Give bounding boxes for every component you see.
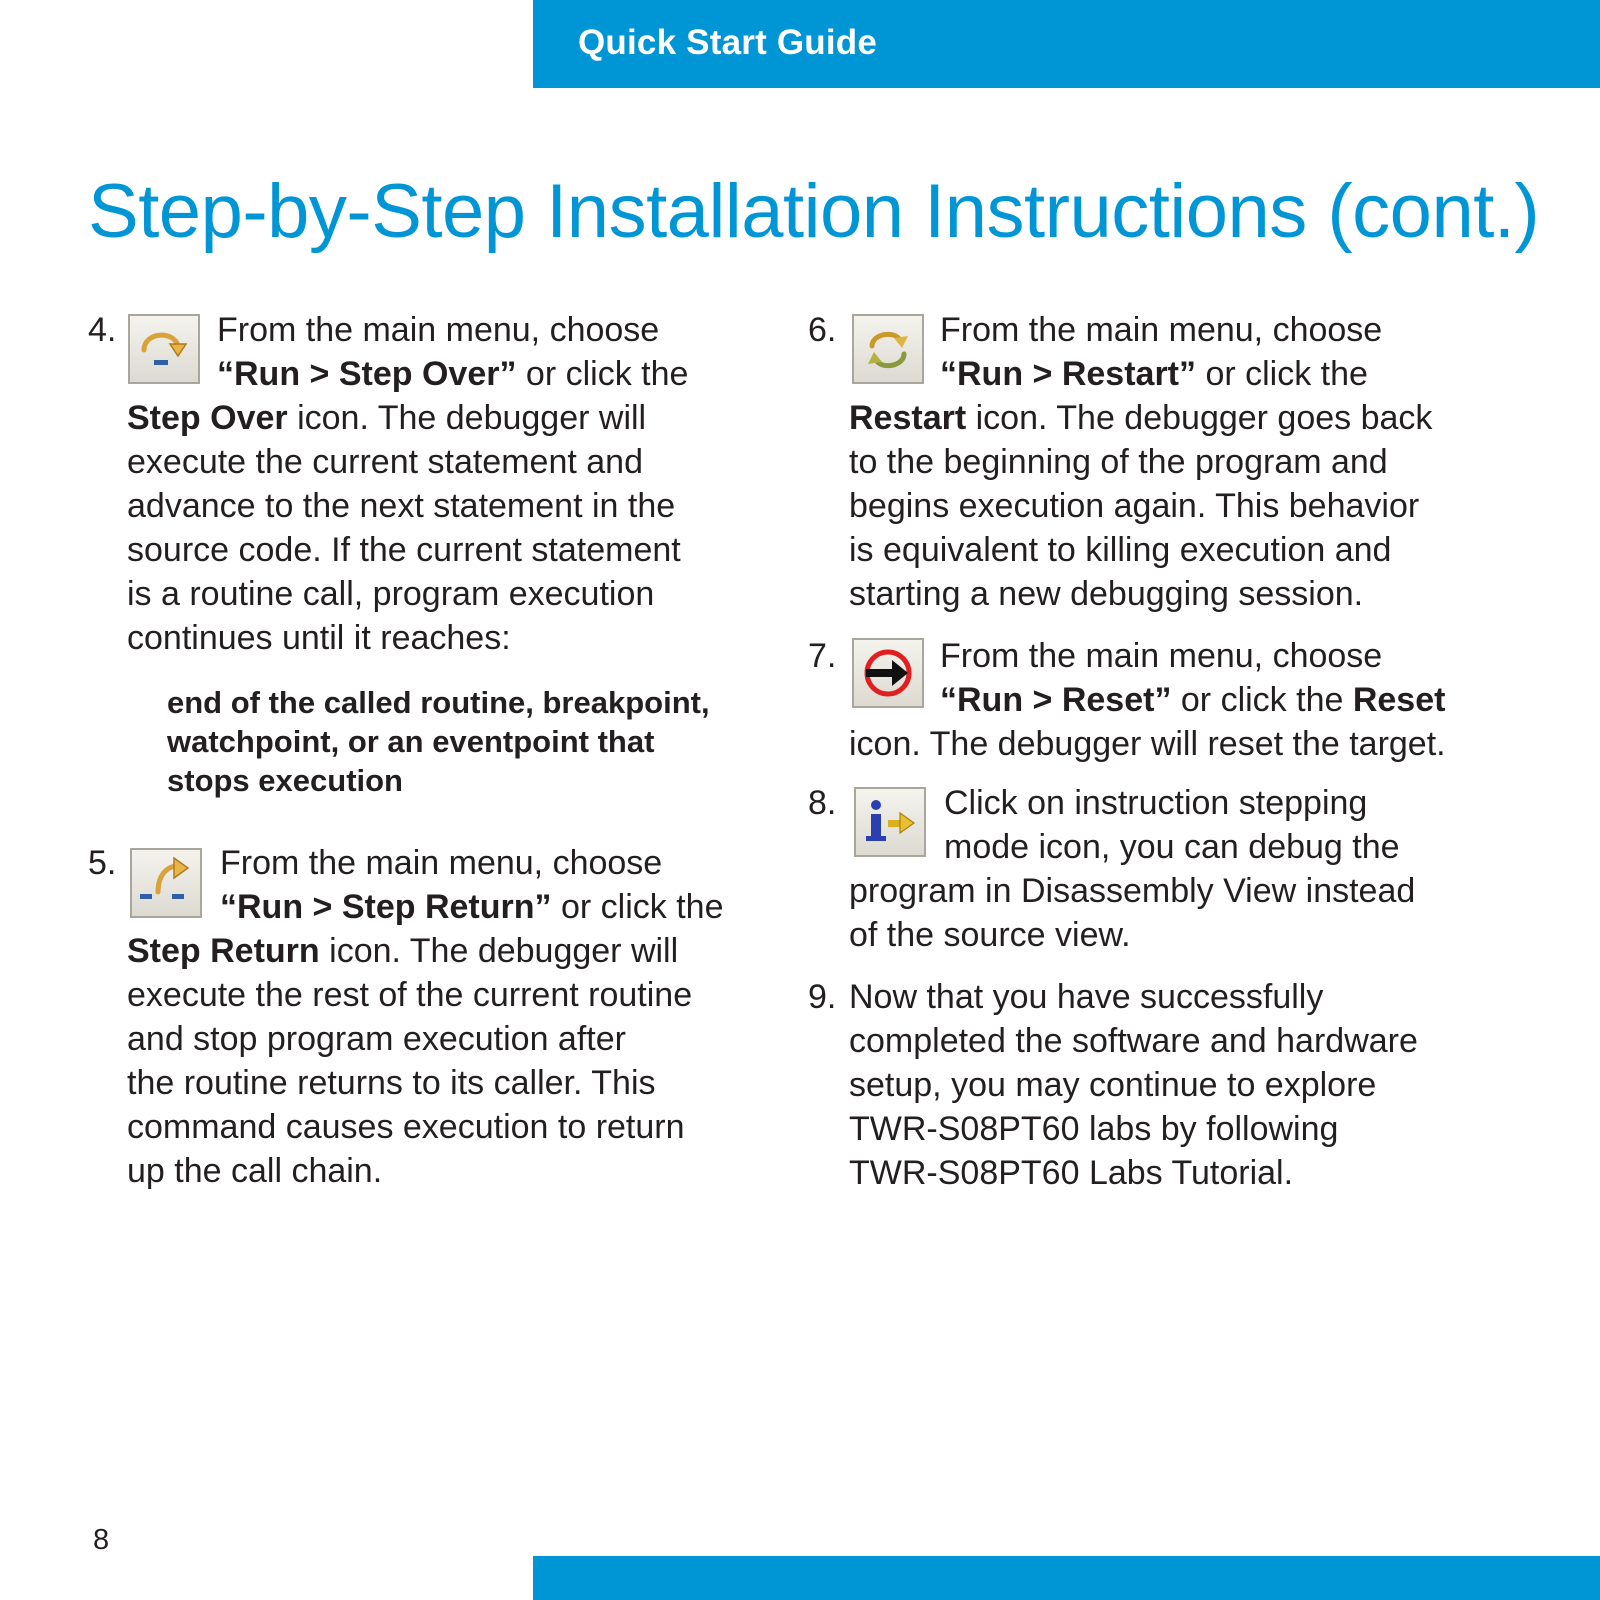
step-text-line [127, 396, 646, 440]
menu-command: “Run > Step Return” [220, 888, 552, 926]
step-text-line: icon. The debugger will reset the target. [849, 725, 1446, 763]
menu-command: “Run > Step Over” [217, 355, 517, 393]
step-text-line: command causes execution to return [127, 1108, 685, 1146]
step-over-icon[interactable] [128, 314, 200, 384]
step-text-line: program in Disassembly View instead [849, 872, 1416, 910]
stop-condition-line: stops execution [167, 763, 403, 798]
step-text: or click the [516, 355, 689, 393]
step-text-line: is a routine call, program execution [127, 575, 655, 613]
page-number: 8 [93, 1524, 110, 1556]
step-text-line: From the main menu, choose [217, 311, 660, 349]
step-text: icon. The debugger will [287, 399, 647, 437]
step-text-line: of the source view. [849, 916, 1131, 954]
step-text-line: the routine returns to its caller. This [127, 1064, 656, 1102]
step-text-line: continues until it reaches: [127, 619, 511, 657]
step-text-line: mode icon, you can debug the [944, 828, 1400, 866]
step-text: or click the [1196, 355, 1368, 393]
step-text-line: TWR-S08PT60 Labs Tutorial. [849, 1154, 1294, 1192]
menu-command: “Run > Reset” [940, 681, 1172, 719]
header-label: Quick Start Guide [578, 23, 878, 62]
icon-name: Step Over [127, 399, 288, 437]
step-text: or click the [1171, 681, 1353, 719]
step-text-line: Now that you have successfully [849, 978, 1324, 1016]
step-command-line [940, 352, 1368, 396]
stop-condition-line: watchpoint, or an eventpoint that [167, 724, 655, 759]
step-text-line: to the beginning of the program and [849, 443, 1388, 481]
step-text-line: From the main menu, choose [940, 637, 1383, 675]
step-text-line [127, 929, 678, 973]
step-number: 4. [88, 311, 117, 349]
step-text-line: execute the current statement and [127, 443, 643, 481]
step-text: icon. The debugger goes back [966, 399, 1433, 437]
icon-name: Reset [1352, 681, 1446, 719]
step-text-line: begins execution again. This behavior [849, 487, 1420, 525]
step-text-line: up the call chain. [127, 1152, 383, 1190]
step-command-line [940, 678, 1445, 722]
step-text-line: source code. If the current statement [127, 531, 681, 569]
step-number: 7. [808, 637, 837, 675]
menu-command: “Run > Restart” [940, 355, 1196, 393]
step-command-line [217, 352, 688, 396]
step-text-line: TWR-S08PT60 labs by following [849, 1110, 1339, 1148]
step-text: icon. The debugger will [319, 932, 679, 970]
step-number: 8. [808, 784, 837, 822]
step-text-line: advance to the next statement in the [127, 487, 676, 525]
icon-name: Step Return [127, 932, 320, 970]
step-text-line: starting a new debugging session. [849, 575, 1364, 613]
step-text-line: From the main menu, choose [220, 844, 663, 882]
instruction-stepping-icon[interactable] [854, 787, 926, 857]
step-number: 9. [808, 978, 837, 1016]
step-text-line: completed the software and hardware [849, 1022, 1418, 1060]
step-text-line: setup, you may continue to explore [849, 1066, 1377, 1104]
step-text-line: execute the rest of the current routine [127, 976, 693, 1014]
header-bar [533, 0, 1600, 88]
step-command-line [220, 885, 723, 929]
restart-icon[interactable] [852, 314, 924, 384]
footer-bar [533, 1556, 1600, 1600]
step-number: 5. [88, 844, 117, 882]
step-text-line: From the main menu, choose [940, 311, 1383, 349]
reset-icon[interactable] [852, 638, 924, 708]
step-text-line: is equivalent to killing execution and [849, 531, 1392, 569]
step-number: 6. [808, 311, 837, 349]
step-text-line: and stop program execution after [127, 1020, 626, 1058]
icon-name: Restart [849, 399, 967, 437]
step-return-icon[interactable] [130, 848, 202, 918]
step-text-line: Click on instruction stepping [944, 784, 1368, 822]
page-title: Step-by-Step Installation Instructions (cont.) [88, 169, 1540, 254]
stop-condition-line: end of the called routine, breakpoint, [167, 685, 710, 720]
step-text: or click the [551, 888, 724, 926]
step-text-line [849, 396, 1432, 440]
stop-conditions-list [167, 683, 710, 800]
